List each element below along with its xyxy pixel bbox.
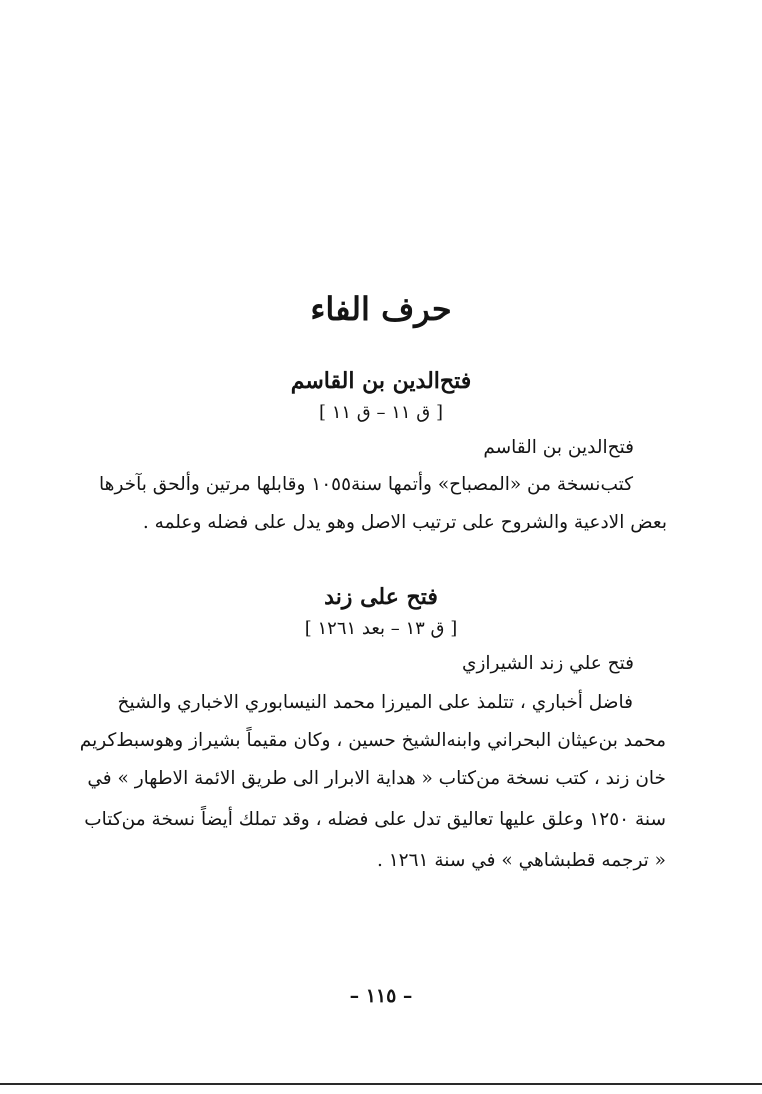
paragraph-line: « ترجمه قطبشاهي » في سنة ١٢٦١ . [376, 850, 666, 871]
paragraph-line: كتب‌نسخة من «المصباح» وأتمها سنة١٠٥٥ وقابلها مرتين وألحق بآخرها [99, 474, 633, 495]
entry-name-line: فتح علي زند الشيرازي [461, 653, 634, 674]
page-bottom-rule [0, 1083, 762, 1085]
paragraph-line: بعض الادعية والشروح على ترتيب الاصل وهو يدل على فضله وعلمه . [142, 512, 667, 533]
entry-title: فتح على زند [324, 584, 438, 610]
paragraph-line: خان زند ، كتب نسخة من‌كتاب « هداية الابرار الى طريق الائمة الاطهار » في [87, 768, 666, 789]
entry-name-line: فتح‌الدين بن القاسم [483, 437, 634, 458]
page-number: – ١١٥ – [349, 985, 413, 1007]
chapter-title: حرف الفاء [310, 290, 452, 328]
entry-dates: [ ق ١١ – ق ١١ ] [318, 402, 443, 423]
entry-dates: [ ق ١٣ – بعد ١٢٦١ ] [304, 618, 458, 639]
entry-title: فتح‌الدين بن القاسم [290, 368, 472, 394]
paragraph-line: سنة ١٢٥٠ وعلق عليها تعاليق تدل على فضله ، وقد تملك أيضاً نسخة من‌كتاب [84, 809, 666, 830]
paragraph-line: محمد بن‌عيثان البحراني وابنه‌الشيخ حسين ، وكان مقيماً بشيراز وهوسبط‌كريم [79, 730, 666, 751]
paragraph-line: فاضل أخباري ، تتلمذ على الميرزا محمد النيسابوري الاخباري والشيخ [117, 692, 633, 713]
